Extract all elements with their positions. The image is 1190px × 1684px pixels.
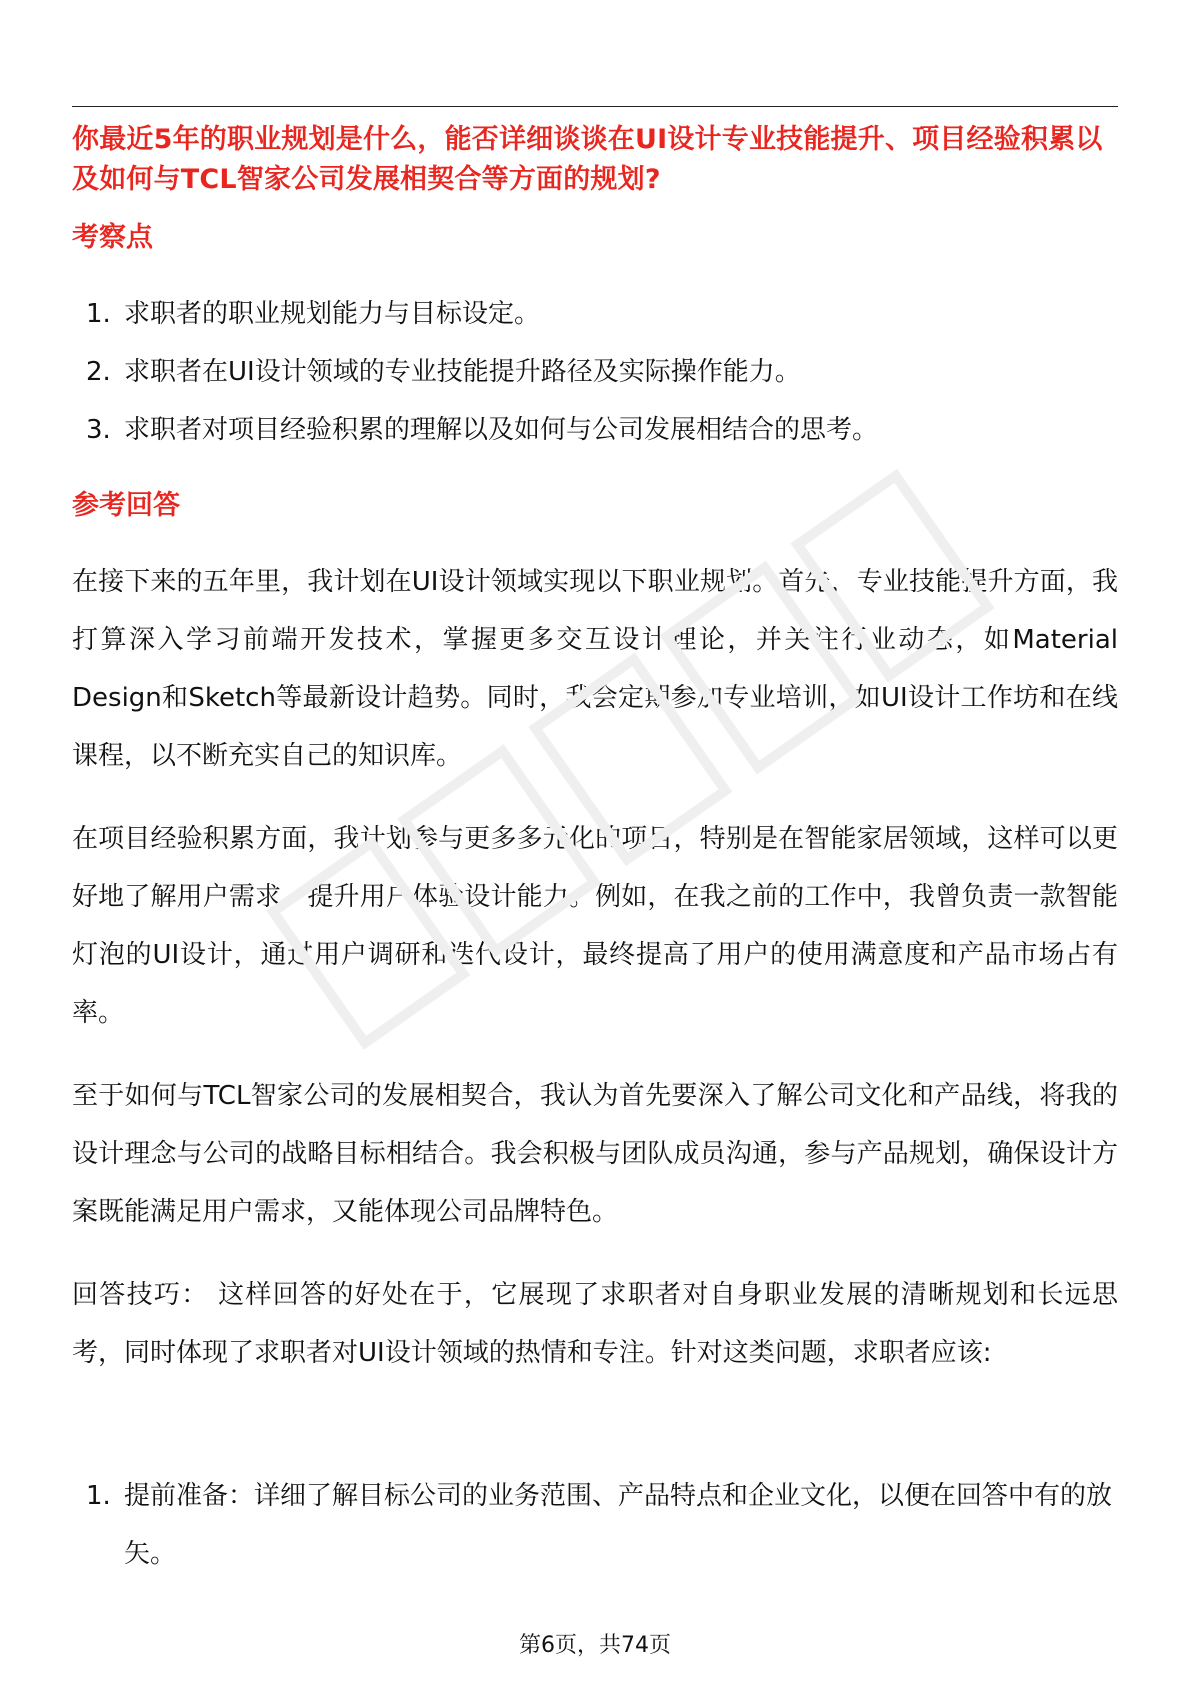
list-item-number: 1. (86, 1481, 111, 1511)
page-footer: 第6页，共74页 (519, 1633, 671, 1658)
answer-paragraph-1: 在接下来的五年里，我计划在UI设计领域实现以下职业规划。首先，专业技能提升方面，我打算深入学习前端开发技术，掌握更多交互设计理论，并关注行业动态，如Material Design和Sketch等最新设计趋势。同时，我会定期参加专业培训，如UI设计工作坊和在线课程，以不断充实自己的知识库。 (72, 567, 1118, 771)
top-divider (72, 106, 1118, 107)
section-heading-kaocha: 考察点 (72, 222, 153, 253)
list-item-text: 求职者对项目经验积累的理解以及如何与公司发展相结合的思考。 (124, 415, 879, 445)
answer-paragraph-3: 至于如何与TCL智家公司的发展相契合，我认为首先要深入了解公司文化和产品线，将我的设计理念与公司的战略目标相结合。我会积极与团队成员沟通，参与产品规划，确保设计方案既能满足用户需求，又能体现公司品牌特色。 (72, 1081, 1118, 1227)
list-item-number: 1. (86, 299, 111, 329)
question-title: 你最近5年的职业规划是什么，能否详细谈谈在UI设计专业技能提升、项目经验积累以及如何与TCL智家公司发展相契合等方面的规划? (72, 124, 1103, 195)
list-item (72, 410, 1118, 468)
list-item (72, 294, 1118, 352)
list-item (72, 352, 1118, 410)
list-item-number: 2. (86, 357, 111, 387)
list-item-text: 提前准备：详细了解目标公司的业务范围、产品特点和企业文化，以便在回答中有的放矢。 (124, 1481, 1113, 1569)
answer-tips-paragraph: 回答技巧： 这样回答的好处在于，它展现了求职者对自身职业发展的清晰规划和长远思考，同时体现了求职者对UI设计领域的热情和专注。针对这类问题，求职者应该: (72, 1280, 1118, 1368)
assessment-points-list (72, 294, 1118, 468)
list-item (72, 1467, 1118, 1583)
tips-list (72, 1467, 1118, 1583)
document-page (72, 0, 1118, 1684)
answer-paragraph-2: 在项目经验积累方面，我计划参与更多多元化的项目，特别是在智能家居领域，这样可以更好地了解用户需求，提升用户体验设计能力。例如，在我之前的工作中，我曾负责一款智能灯泡的UI设计，通过用户调研和迭代设计，最终提高了用户的使用满意度和产品市场占有率。 (72, 824, 1118, 1028)
list-item-text: 求职者在UI设计领域的专业技能提升路径及实际操作能力。 (124, 357, 801, 387)
list-item-text: 求职者的职业规划能力与目标设定。 (124, 299, 541, 329)
list-item-number: 3. (86, 415, 111, 445)
section-heading-cankao: 参考回答 (72, 490, 180, 521)
